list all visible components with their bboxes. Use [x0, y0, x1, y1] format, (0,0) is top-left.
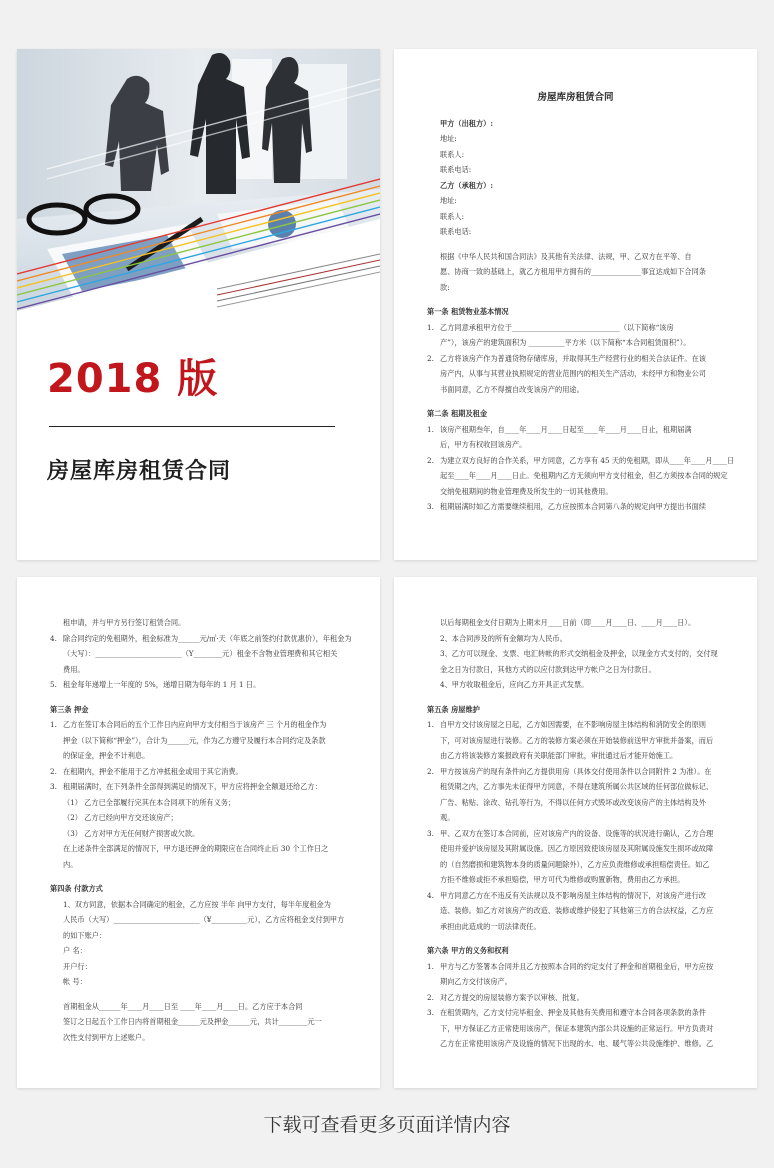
line-text: 人民币（大写）________________________（¥__________元），乙方应将租金支付到甲方 [63, 915, 345, 924]
item-number: 1. [427, 322, 434, 332]
line-text: 联系电话: [440, 227, 472, 236]
text-line [17, 857, 380, 873]
line-text: 租期届满时，在下列条件全部得到满足的情况下，甲方应将押金全额退还给乙方： [63, 782, 322, 791]
line-text: 除合同约定的免租期外，租金标准为______元/㎡·天（年底之前签约付款优惠价），年租金为 [63, 633, 352, 643]
line-text: 费用。 [63, 664, 85, 674]
footer-caption: 下载可查看更多页面详情内容 [263, 1114, 511, 1136]
line-text: 内。 [63, 859, 78, 869]
page-2-text [394, 49, 757, 515]
line-text: 甲方（出租方）: [440, 118, 493, 128]
text-line [17, 990, 380, 999]
contract-page-2 [17, 577, 380, 1088]
text-line [394, 662, 757, 678]
text-line [394, 857, 757, 873]
line-text: 乙方（承租方）: [440, 180, 493, 190]
text-line [17, 810, 380, 826]
item-number: 3. [427, 502, 434, 511]
text-line [394, 366, 757, 382]
text-line [394, 615, 757, 631]
text-line [17, 974, 380, 990]
line-text: 次性支付到甲方上述账户。 [63, 1032, 150, 1042]
item-number: 3. [50, 782, 57, 791]
item-number: 4. [50, 633, 57, 643]
text-line [394, 351, 757, 367]
item-number: 2. [427, 353, 434, 363]
business-photo [17, 49, 380, 311]
text-line [394, 280, 757, 296]
item-number: 3. [427, 828, 434, 838]
text-line [17, 615, 380, 631]
text-line [17, 1030, 380, 1046]
line-text: 乙方同意承租甲方位于______________________________（以下简称“该房 [440, 322, 674, 332]
section-heading [17, 881, 380, 897]
text-line [394, 422, 757, 438]
line-text: 交纳免租期间的物业管理费及所发生的一切其他费用。 [440, 486, 613, 496]
line-text: 第四条 付款方式 [50, 884, 103, 893]
line-text: 租赁期之内，乙方事先未征得甲方同意，不得在建筑所属公共区域的任何部位做标记、 [440, 782, 714, 791]
section-heading [394, 702, 757, 718]
edition-year: 2018 版 [47, 356, 219, 402]
line-text: 在上述条件全部满足的情况下，甲方退还押金的期限应在合同终止后 30 个工作日之 [63, 844, 329, 853]
line-text: 第一条 租赁物业基本情况 [427, 307, 509, 316]
text-line [17, 928, 380, 944]
line-text: 造、装修。如乙方对该房产的改造、装修或维护侵犯了其他第三方的合法权益，乙方应 [440, 906, 714, 915]
text-line [17, 717, 380, 733]
item-number: 1. [50, 720, 57, 729]
text-line [394, 748, 757, 764]
text-line [17, 959, 380, 975]
line-text: 下，可对该房屋进行装修。乙方的装修方案必须在开始装修前送甲方审批并备案，而后 [440, 735, 714, 745]
line-text: 3、乙方可以现金、支票、电汇转帐的形式交纳租金及押金，以现金方式支付的，交付现 [440, 649, 718, 658]
line-text: 首期租金从______年____月____日至 ____年____月____日。乙方应于本合同 [63, 1001, 303, 1011]
text-line [17, 897, 380, 913]
line-text: 乙方将该房产作为普通货物存储库房，并取得其生产经营行业的相关合法证件。在该 [440, 353, 706, 363]
line-text: （3） 乙方对甲方无任何财产损害或欠款。 [63, 828, 200, 838]
line-text: 租金每年递增上一年度的 5%，递增日期为每年的 1 月 1 日。 [63, 680, 261, 689]
item-number: 2. [50, 766, 57, 776]
line-text: 为建立双方良好的合作关系，甲方同意，乙方享有 45 天的免租期，即从____年____月____日 [440, 455, 735, 465]
text-line [394, 888, 757, 904]
section-heading [17, 702, 380, 718]
text-line [17, 1014, 380, 1030]
text-line [394, 249, 757, 265]
text-line [17, 764, 380, 780]
line-text: 押金（以下简称“押金”），合计为______元，作为乙方遵守及履行本合同约定及条款 [63, 735, 326, 745]
cover-page [17, 49, 380, 560]
text-line [394, 919, 757, 935]
line-text: （大写）：________________________（Y________元）租金不含物业管理费和其它相关 [63, 649, 338, 658]
text-line [394, 453, 757, 469]
text-line [17, 677, 380, 693]
line-text: 该房产租期叁年，自____年____月____日起至____年____月____日止，租期届满 [440, 424, 692, 434]
section-heading [394, 304, 757, 320]
line-text: 联系电话: [440, 165, 472, 174]
text-line [17, 748, 380, 764]
text-line [17, 795, 380, 811]
text-line [394, 841, 757, 857]
text-line [17, 733, 380, 749]
page-3-lines [17, 615, 380, 1045]
contract-title: 房屋库房租赁合同 [537, 92, 614, 103]
text-line [394, 193, 757, 209]
line-text: 第三条 押金 [50, 704, 89, 714]
line-text: 帐 号： [63, 977, 87, 986]
page-4-text [394, 615, 757, 1052]
line-text: 租期届满时如乙方需要继续租用，乙方应按照本合同第八条的规定向甲方提出书面续 [440, 502, 706, 511]
contract-page-1 [394, 49, 757, 560]
text-line [394, 1036, 757, 1052]
line-text: （2） 乙方已经向甲方交还该房产； [63, 813, 178, 822]
text-line [394, 677, 757, 693]
text-line [394, 826, 757, 842]
text-line [394, 484, 757, 500]
text-line [394, 437, 757, 453]
line-text: 户 名： [63, 946, 87, 955]
line-text: 在租赁期内，乙方支付完毕租金、押金及其他有关费用和遵守本合同各项条款的条件 [440, 1008, 706, 1017]
text-line [17, 779, 380, 795]
section-heading [394, 943, 757, 959]
line-text: 开户行： [63, 961, 92, 971]
item-number: 1. [427, 961, 434, 971]
item-number: 2. [427, 455, 434, 465]
line-text: 第二条 租期及租金 [427, 409, 488, 418]
text-line [17, 841, 380, 857]
line-text: 1、双方同意，依据本合同确定的租金，乙方应按 半年 向甲方支付，每半年度租金为 [63, 899, 331, 909]
line-text: 在租期内，押金不能用于乙方冲抵租金或用于其它消费。 [63, 766, 243, 776]
text-line [394, 264, 757, 280]
item-number: 4. [427, 890, 434, 900]
line-text: 承担由此造成的一切法律责任。 [440, 921, 541, 931]
line-text: 下，甲方保证乙方正常使用该房产，保证本建筑内部公共设施的正常运行。甲方负责对 [440, 1023, 714, 1033]
text-line [394, 131, 757, 147]
text-line [17, 912, 380, 928]
line-text: 甲方与乙方签署本合同并且乙方按照本合同的约定支付了押金和首期租金后，甲方应按 [440, 961, 714, 971]
line-text: 的如下账户： [63, 930, 107, 940]
line-text: 乙方在签订本合同后的五个工作日内应向甲方支付相当于该房产 三 个月的租金作为 [63, 720, 327, 729]
item-number: 5. [50, 680, 57, 689]
line-text: 地址: [440, 134, 457, 143]
text-line [394, 990, 757, 1006]
line-text: 甲方按该房产的现有条件向乙方提供用房（具体交付使用条件以合同附件 2 为准）。在 [440, 766, 712, 776]
item-number: 3. [427, 1008, 434, 1017]
text-line [394, 382, 757, 398]
item-number: 2. [427, 992, 434, 1002]
item-number: 1. [427, 424, 434, 434]
line-text: 以后每期租金支付日期为上期末月____日前（即____月____日、____月____日）。 [440, 618, 696, 627]
text-line [394, 1005, 757, 1021]
line-text: 期向乙方交付该房产。 [440, 977, 512, 986]
line-text: 使用并爱护该房屋及其附属设施。因乙方原因致使该房屋及其附属设施发生损坏或故障 [440, 844, 714, 853]
line-text: 联系人: [440, 211, 464, 221]
line-text: 自甲方交付该房屋之日起，乙方如因需要，在不影响房屋主体结构和消防安全的原则 [440, 720, 706, 729]
line-text: 根据《中华人民共和国合同法》及其他有关法律、法规，甲、乙双方在平等、自 [440, 251, 692, 261]
line-text: 愿、协商一致的基础上，就乙方租用甲方拥有的______________事宜达成如下合同条 [440, 267, 706, 276]
line-text: 房产内，从事与其营业执照规定的营业范围内的相关生产活动，未经甲方和物业公司 [440, 369, 706, 378]
text-line [17, 662, 380, 678]
text-line [394, 872, 757, 888]
item-number: 2. [427, 766, 434, 776]
page-4-lines [394, 615, 757, 1052]
text-line [394, 147, 757, 163]
text-line [394, 240, 757, 249]
text-line [394, 468, 757, 484]
line-text: 对乙方提交的房屋装修方案予以审核、批复。 [440, 992, 584, 1002]
line-text: 起至____年____月____日止。免租期内乙方无须向甲方支付租金，但乙方须按本合同的规定 [440, 471, 728, 480]
line-text: 金之日为付款日，其他方式的以应付款到达甲方帐户之日为付款日。 [440, 664, 656, 674]
text-line [394, 795, 757, 811]
line-text: 广告、粘贴、涂改、钻孔等行为，不得以任何方式毁坏或改变该房产的主体结构及外 [440, 797, 706, 807]
text-line [394, 209, 757, 225]
text-line [394, 1021, 757, 1037]
line-text: 观。 [440, 813, 455, 822]
text-line [394, 499, 757, 515]
line-text: 的保证金，押金不计利息。 [63, 751, 150, 760]
text-line [394, 764, 757, 780]
cover-divider [49, 426, 335, 427]
line-text: 产”），该房产的建筑面积为 __________平方米（以下简称“本合同租赁面积”）。 [440, 338, 691, 347]
line-text: 书面同意，乙方不得擅自改变该房产的用途。 [440, 384, 584, 394]
line-text: 签订之日起五个工作日内将首期租金______元及押金______元，共计________元一 [63, 1017, 322, 1026]
line-text: 第六条 甲方的义务和权利 [427, 946, 509, 955]
text-line [17, 826, 380, 842]
line-text: 地址: [440, 196, 457, 205]
page-3-text [17, 615, 380, 1045]
text-line [394, 810, 757, 826]
text-line [17, 999, 380, 1015]
line-text: 第五条 房屋维护 [427, 704, 480, 714]
cover-title: 房屋库房租赁合同 [47, 459, 232, 484]
text-line [17, 646, 380, 662]
text-line [17, 943, 380, 959]
line-text: 2、本合同涉及的所有金额均为人民币。 [440, 633, 567, 643]
line-text: 甲方同意乙方在不违反有关法规以及不影响房屋主体结构的情况下，对该房产进行改 [440, 890, 706, 900]
text-line [17, 631, 380, 647]
text-line [394, 959, 757, 975]
text-line [394, 116, 757, 132]
text-line [394, 162, 757, 178]
line-text: 甲、乙双方在签订本合同前，应对该房产内的设备、设施等的状况进行确认，乙方合理 [440, 828, 714, 838]
line-text: 联系人: [440, 149, 464, 159]
text-line [394, 717, 757, 733]
line-text: 由乙方将该装修方案报政府有关职能部门审批，审批通过后才能开始施工。 [440, 751, 678, 760]
text-line [394, 224, 757, 240]
text-line [394, 320, 757, 336]
text-line [394, 646, 757, 662]
page-2-lines [394, 116, 757, 515]
line-text: 方拒不维修或拒不承担赔偿，甲方可代为维修或购置新物，费用由乙方承担。 [440, 875, 685, 884]
text-line [394, 779, 757, 795]
text-line [394, 903, 757, 919]
text-line [394, 178, 757, 194]
text-line [394, 631, 757, 647]
contract-page-3 [394, 577, 757, 1088]
line-text: （1） 乙方已全部履行完其在本合同项下的所有义务； [63, 797, 236, 807]
line-text: 款: [440, 282, 450, 292]
text-line [394, 974, 757, 990]
line-text: 4、甲方收取租金后，应向乙方开具正式发票。 [440, 680, 589, 689]
section-heading [394, 406, 757, 422]
text-line [394, 733, 757, 749]
line-text: 的（自然磨损和建筑物本身的质量问题除外），乙方应负责维修或承担赔偿责任。如乙 [440, 859, 710, 869]
text-line [394, 335, 757, 351]
line-text: 租申请，并与甲方另行签订租赁合同。 [63, 618, 186, 627]
item-number: 1. [427, 720, 434, 729]
line-text: 乙方在正常使用该房产及设施的情况下出现的水、电、暖气等公共设施维护、维修。乙 [440, 1039, 714, 1048]
line-text: 后，甲方有权收回该房产。 [440, 440, 527, 449]
